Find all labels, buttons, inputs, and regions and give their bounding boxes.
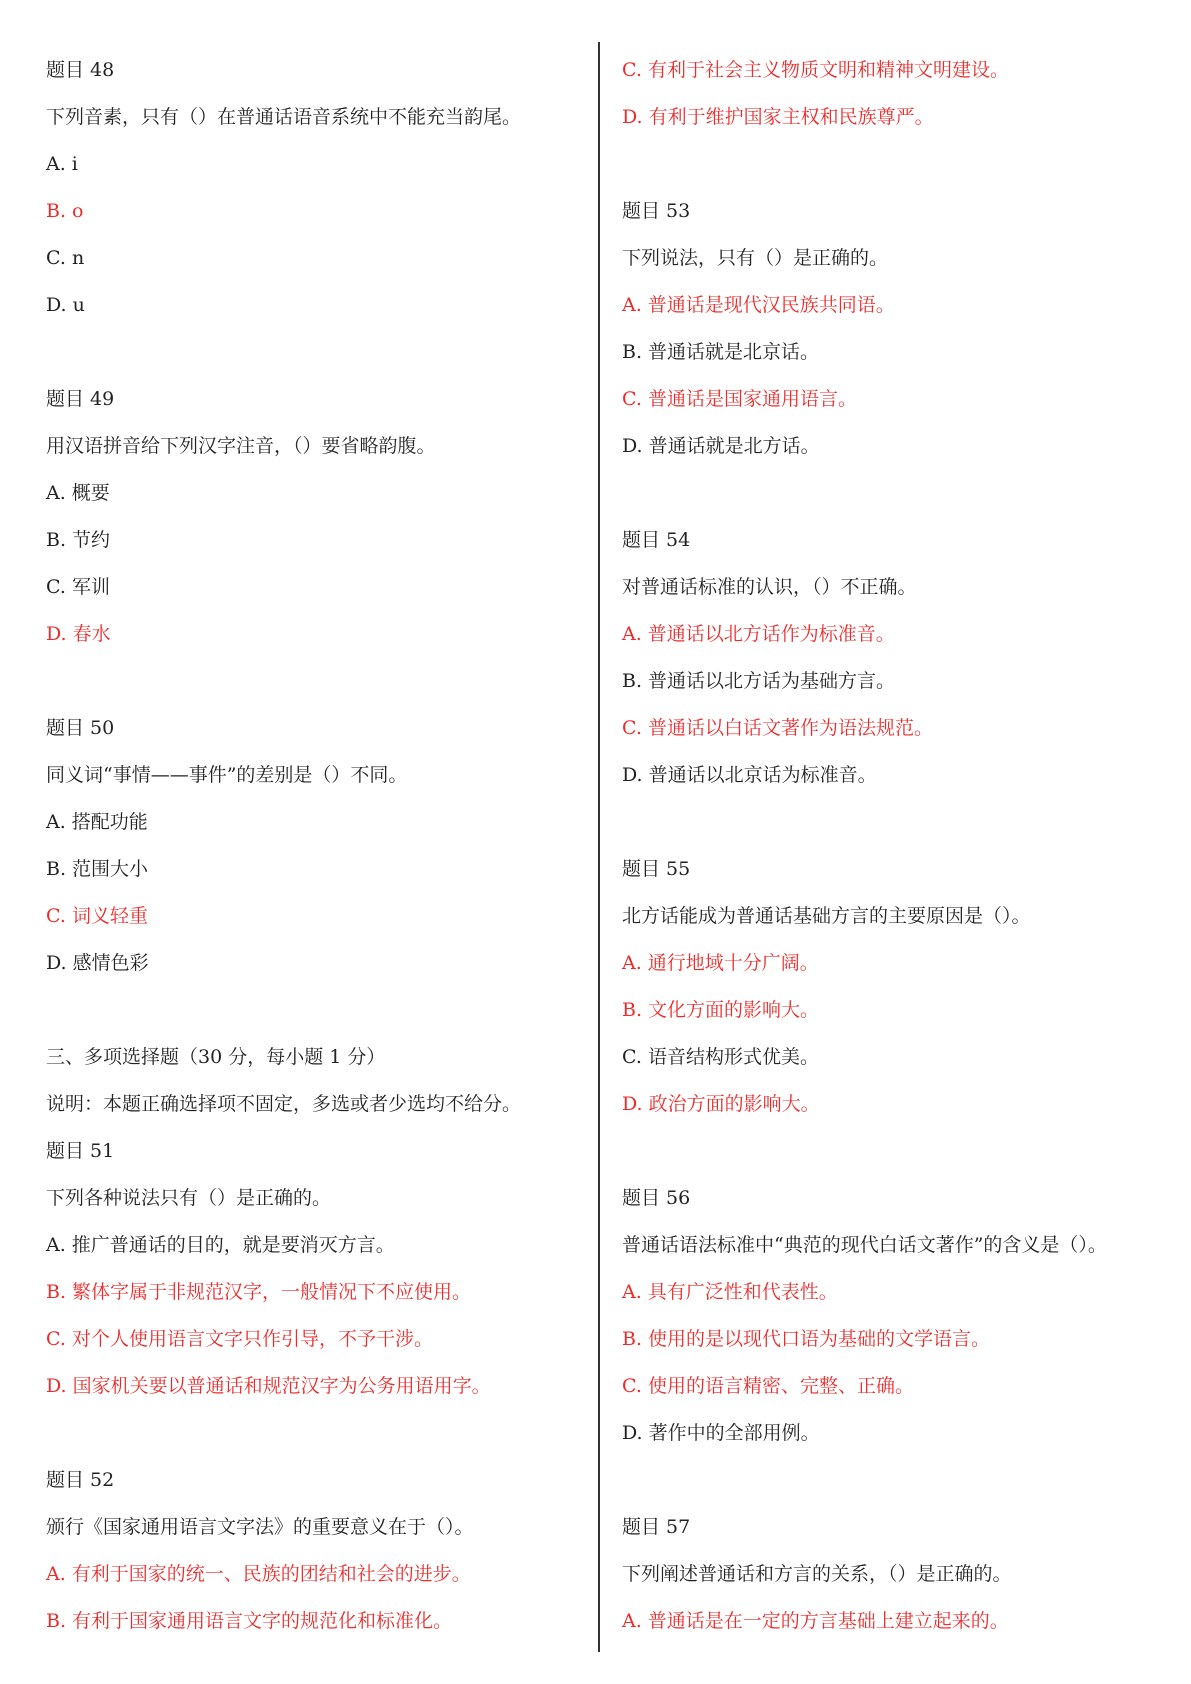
answer-option: D. 普通话就是北方话。: [622, 435, 820, 457]
answer-option-correct: A. 有利于国家的统一、民族的团结和社会的进步。: [46, 1563, 471, 1585]
answer-option-correct: A. 普通话以北方话作为标准音。: [622, 623, 895, 645]
answer-option: B. 范围大小: [46, 858, 149, 880]
answer-option: A. i: [46, 153, 78, 175]
answer-option-correct: C. 有利于社会主义物质文明和精神文明建设。: [622, 59, 1009, 81]
question-text: 对普通话标准的认识，（）不正确。: [622, 576, 917, 598]
answer-option: C. n: [46, 247, 85, 269]
answer-option: B. 普通话以北方话为基础方言。: [622, 670, 896, 692]
left-column: [46, 52, 566, 1650]
question-text: 用汉语拼音给下列汉字注音，（）要省略韵腹。: [46, 435, 436, 457]
question-text: 普通话语法标准中“典范的现代白话文著作”的含义是（）。: [622, 1234, 1107, 1256]
answer-option-correct: B. 文化方面的影响大。: [622, 999, 820, 1021]
answer-option-correct: B. 有利于国家通用语言文字的规范化和标准化。: [46, 1610, 453, 1632]
question-text: 下列各种说法只有（）是正确的。: [46, 1187, 332, 1209]
answer-option-correct: A. 普通话是现代汉民族共同语。: [622, 294, 895, 316]
answer-option-correct: D. 有利于维护国家主权和民族尊严。: [622, 106, 934, 128]
question-number: 题目 48: [46, 59, 115, 81]
answer-option: C. 语音结构形式优美。: [622, 1046, 819, 1068]
spacer: [46, 334, 566, 381]
question-text: 下列说法，只有（）是正确的。: [622, 247, 889, 269]
answer-option: D. 著作中的全部用例。: [622, 1422, 820, 1444]
right-column: [622, 52, 1142, 1650]
spacer: [622, 804, 1142, 851]
answer-option-correct: D. 政治方面的影响大。: [622, 1093, 820, 1115]
answer-option-correct: B. 繁体字属于非规范汉字，一般情况下不应使用。: [46, 1281, 472, 1303]
answer-option-correct: A. 具有广泛性和代表性。: [622, 1281, 838, 1303]
spacer: [46, 1415, 566, 1462]
answer-option-correct: B. o: [46, 200, 84, 222]
question-number: 题目 49: [46, 388, 115, 410]
question-number: 题目 57: [622, 1516, 691, 1538]
question-text: 北方话能成为普通话基础方言的主要原因是（）。: [622, 905, 1031, 927]
question-number: 题目 55: [622, 858, 691, 880]
answer-option: D. u: [46, 294, 85, 316]
spacer: [622, 475, 1142, 522]
spacer: [46, 992, 566, 1039]
answer-option: B. 节约: [46, 529, 111, 551]
spacer: [622, 146, 1142, 193]
question-text: 三、多项选择题（30 分，每小题 1 分）: [46, 1046, 386, 1068]
question-number: 题目 54: [622, 529, 691, 551]
question-text: 下列音素，只有（）在普通话语音系统中不能充当韵尾。: [46, 106, 522, 128]
question-text: 颁行《国家通用语言文字法》的重要意义在于（）。: [46, 1516, 474, 1538]
answer-option: A. 搭配功能: [46, 811, 148, 833]
column-divider: [598, 42, 600, 1652]
answer-option: A. 概要: [46, 482, 110, 504]
question-text: 下列阐述普通话和方言的关系，（）是正确的。: [622, 1563, 1012, 1585]
answer-option-correct: C. 使用的语言精密、完整、正确。: [622, 1375, 914, 1397]
answer-option-correct: A. 普通话是在一定的方言基础上建立起来的。: [622, 1610, 1009, 1632]
answer-option: D. 感情色彩: [46, 952, 149, 974]
answer-option-correct: D. 国家机关要以普通话和规范汉字为公务用语用字。: [46, 1375, 491, 1397]
answer-option-correct: D. 春水: [46, 623, 111, 645]
answer-option-correct: C. 普通话以白话文著作为语法规范。: [622, 717, 933, 739]
answer-option-correct: A. 通行地域十分广阔。: [622, 952, 819, 974]
question-number: 题目 50: [46, 717, 115, 739]
question-text: 同义词“事情——事件”的差别是（）不同。: [46, 764, 408, 786]
answer-option-correct: C. 对个人使用语言文字只作引导，不予干涉。: [46, 1328, 433, 1350]
answer-option-correct: C. 普通话是国家通用语言。: [622, 388, 857, 410]
answer-option: C. 军训: [46, 576, 110, 598]
question-number: 题目 53: [622, 200, 691, 222]
spacer: [622, 1133, 1142, 1180]
question-number: 题目 52: [46, 1469, 115, 1491]
answer-option: D. 普通话以北京话为标准音。: [622, 764, 877, 786]
answer-option: B. 普通话就是北京话。: [622, 341, 820, 363]
question-number: 题目 51: [46, 1140, 115, 1162]
answer-option-correct: C. 词义轻重: [46, 905, 148, 927]
answer-option-correct: B. 使用的是以现代口语为基础的文学语言。: [622, 1328, 991, 1350]
spacer: [622, 1462, 1142, 1509]
question-text: 说明：本题正确选择项不固定，多选或者少选均不给分。: [46, 1093, 522, 1115]
spacer: [46, 663, 566, 710]
answer-option: A. 推广普通话的目的，就是要消灭方言。: [46, 1234, 395, 1256]
question-number: 题目 56: [622, 1187, 691, 1209]
